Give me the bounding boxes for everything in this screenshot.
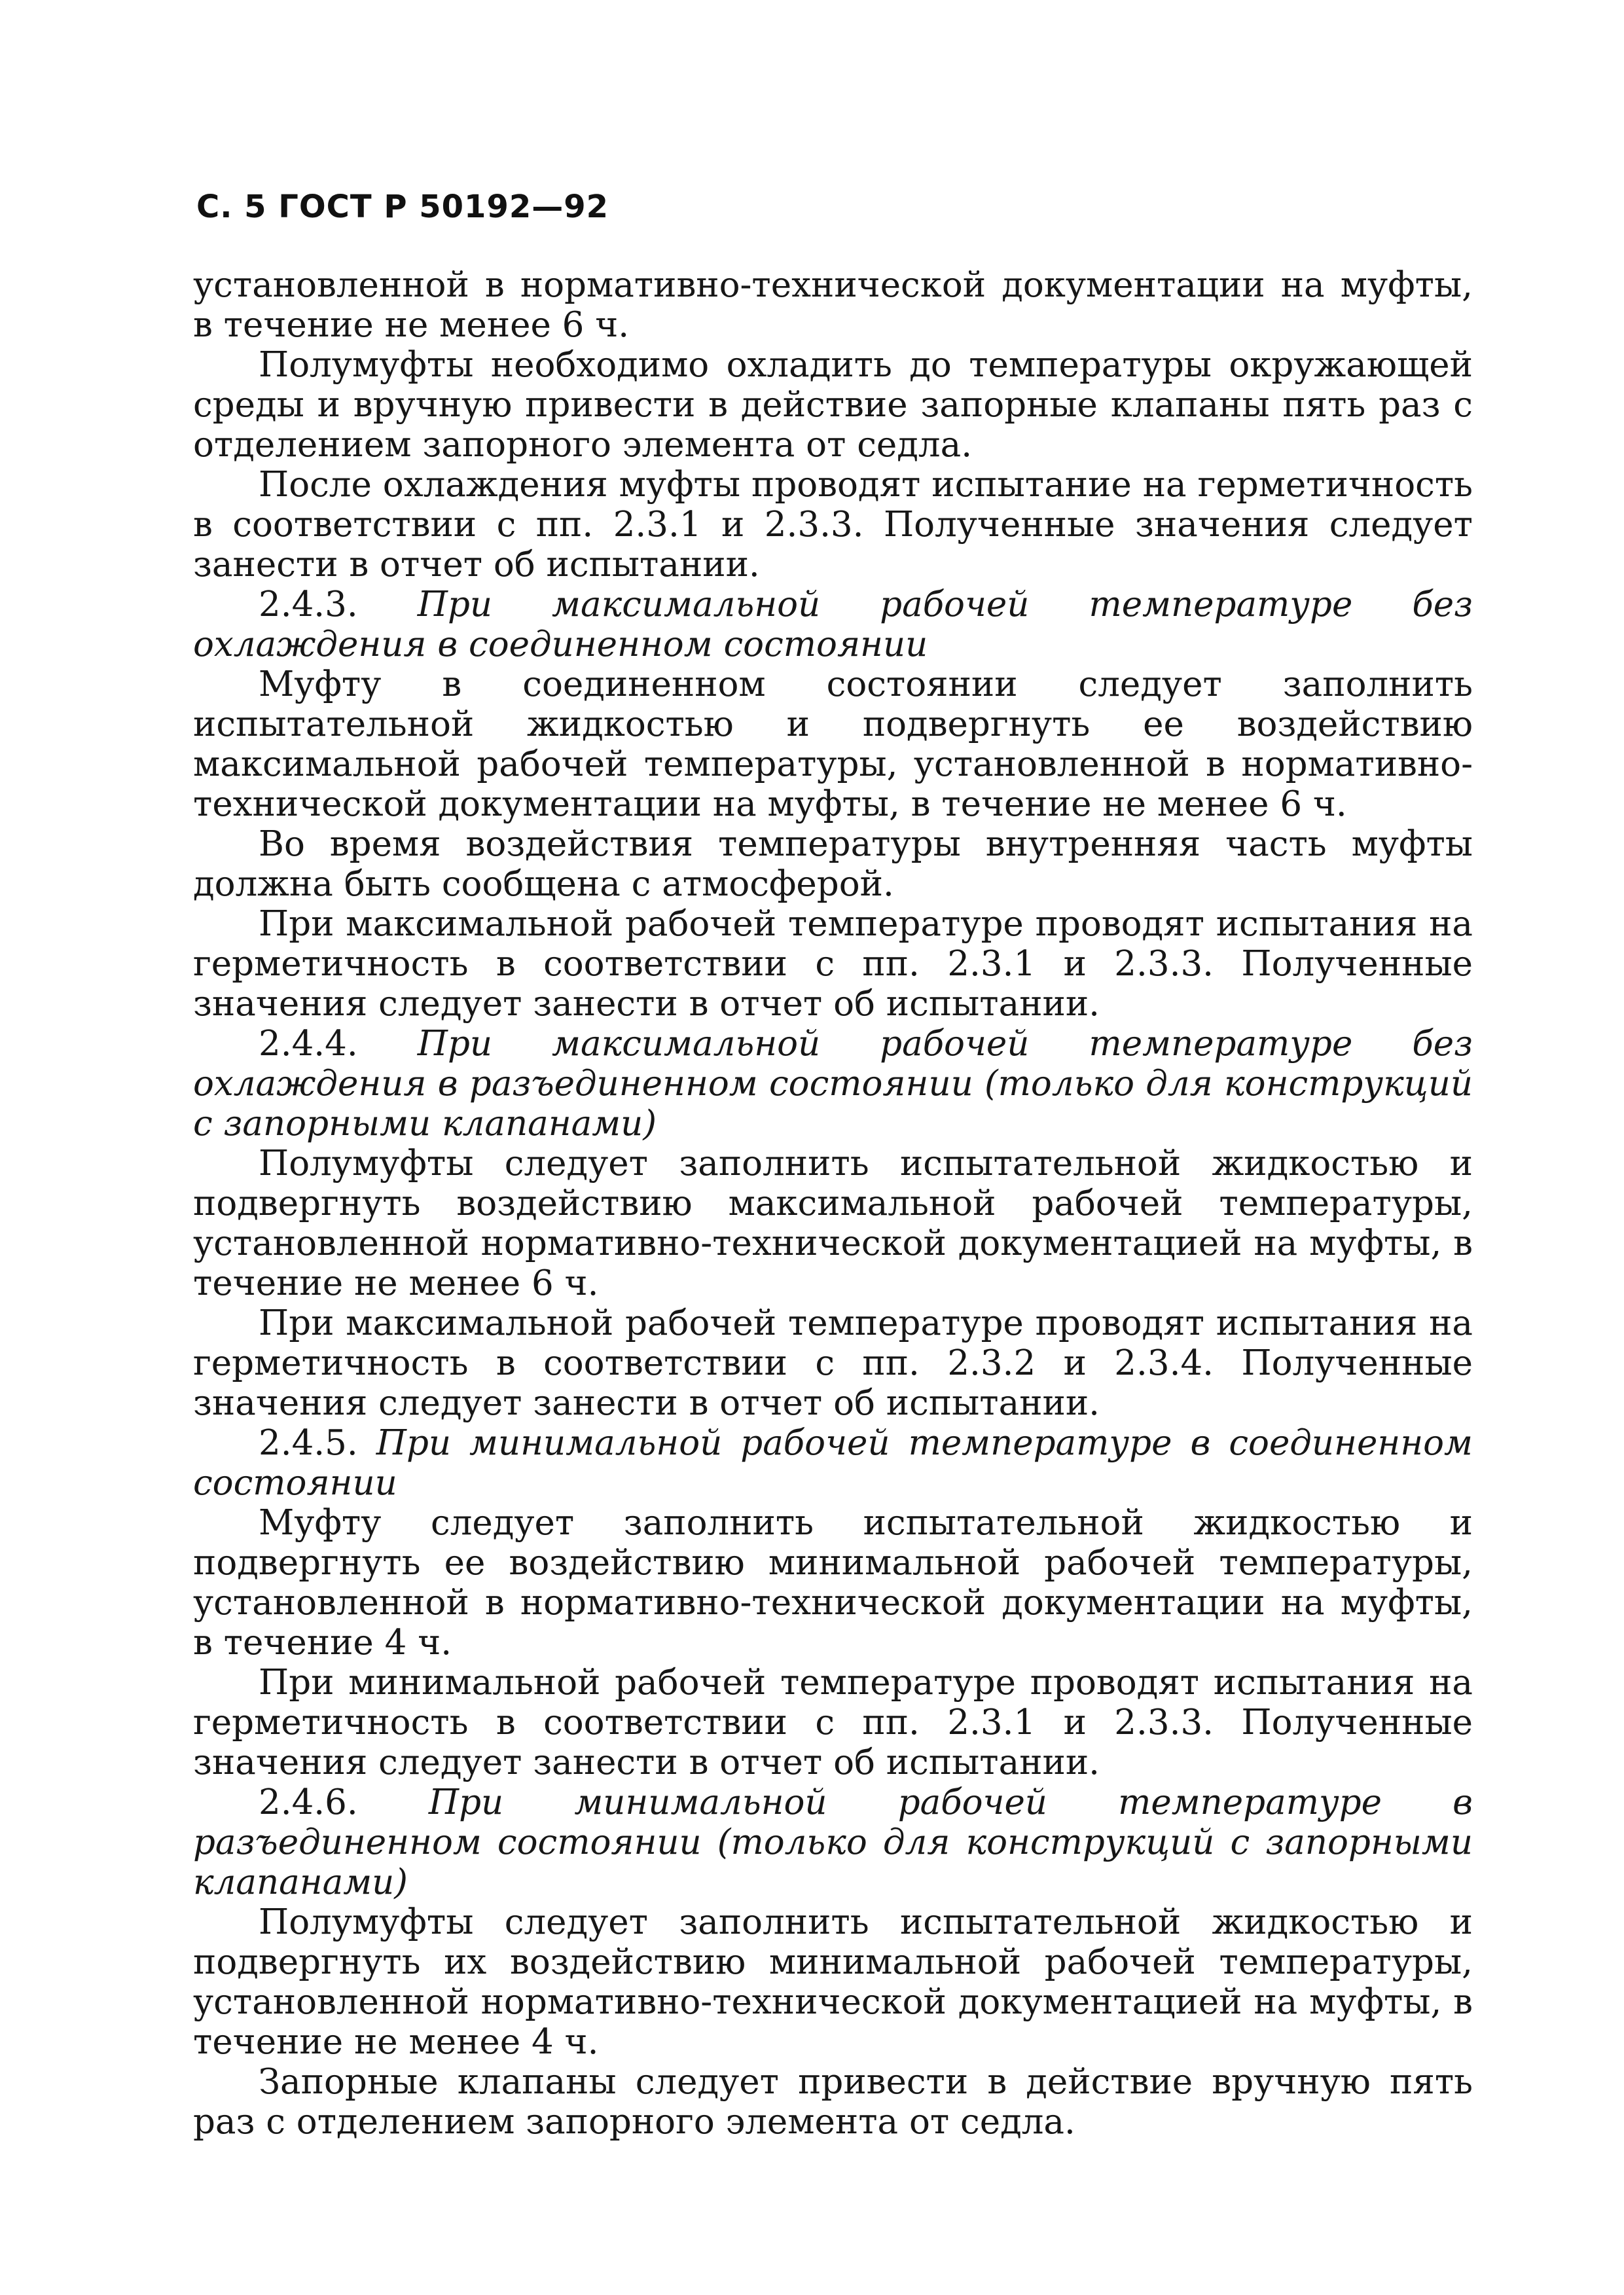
document-body	[193, 265, 1473, 2142]
section-number: 2.4.6.	[259, 1782, 358, 1822]
section-heading	[193, 1782, 1473, 1902]
paragraph: При минимальной рабочей температуре проводят испытания на герметичность в соответствии с пп. 2.3.1 и 2.3.3. Полученные значения следует занести в отчет об испытании.	[193, 1663, 1473, 1782]
section-heading	[193, 1024, 1473, 1144]
section-number: 2.4.3.	[259, 585, 358, 624]
paragraph: При максимальной рабочей температуре проводят испытания на герметичность в соответствии с пп. 2.3.2 и 2.3.4. Полученные значения следует занести в отчет об испытании.	[193, 1303, 1473, 1423]
section-number: 2.4.5.	[259, 1423, 358, 1463]
paragraph: Муфту следует заполнить испытательной жидкостью и подвергнуть ее воздействию минимальной рабочей температуры, установленной в нормативно-технической документации на муфты, в течение 4 ч.	[193, 1503, 1473, 1663]
section-heading	[193, 585, 1473, 664]
paragraph: установленной в нормативно-технической документации на муфты, в течение не менее 6 ч.	[193, 265, 1473, 345]
paragraph: При максимальной рабочей температуре проводят испытания на герметичность в соответствии с пп. 2.3.1 и 2.3.3. Полученные значения следует занести в отчет об испытании.	[193, 904, 1473, 1024]
paragraph: Полумуфты следует заполнить испытательной жидкостью и подвергнуть воздействию максимальной рабочей температуры, установленной нормативно-технической документацией на муфты, в течение не менее 6 ч.	[193, 1144, 1473, 1303]
paragraph: Во время воздействия температуры внутренняя часть муфты должна быть сообщена с атмосферой.	[193, 824, 1473, 904]
section-title: При минимальной рабочей температуре в соединенном состоянии	[193, 1423, 1473, 1503]
paragraph: После охлаждения муфты проводят испытание на герметичность в соответствии с пп. 2.3.1 и 2.3.3. Полученные значения следует занести в отчет об испытании.	[193, 465, 1473, 585]
section-title: При максимальной рабочей температуре без охлаждения в разъединенном состоянии (только для конструкций с запорными клапанами)	[193, 1024, 1473, 1144]
section-title: При минимальной рабочей температуре в разъединенном состоянии (только для конструкций с запорными клапанами)	[193, 1782, 1473, 1902]
paragraph: Муфту в соединенном состоянии следует заполнить испытательной жидкостью и подвергнуть ее воздействию максимальной рабочей температуры, установленной в нормативно-технической документации на муфты, в течение не менее 6 ч.	[193, 664, 1473, 824]
paragraph: Полумуфты необходимо охладить до температуры окружающей среды и вручную привести в действие запорные клапаны пять раз с отделением запорного элемента от седла.	[193, 345, 1473, 465]
section-title: При максимальной рабочей температуре без охлаждения в соединенном состоянии	[193, 585, 1473, 664]
paragraph: Запорные клапаны следует привести в действие вручную пять раз с отделением запорного элемента от седла.	[193, 2062, 1473, 2142]
running-head: С. 5 ГОСТ Р 50192—92	[196, 189, 609, 225]
paragraph: Полумуфты следует заполнить испытательной жидкостью и подвергнуть их воздействию минимальной рабочей температуры, установленной нормативно-технической документацией на муфты, в течение не менее 4 ч.	[193, 1902, 1473, 2062]
section-number: 2.4.4.	[259, 1024, 358, 1064]
section-heading	[193, 1423, 1473, 1503]
